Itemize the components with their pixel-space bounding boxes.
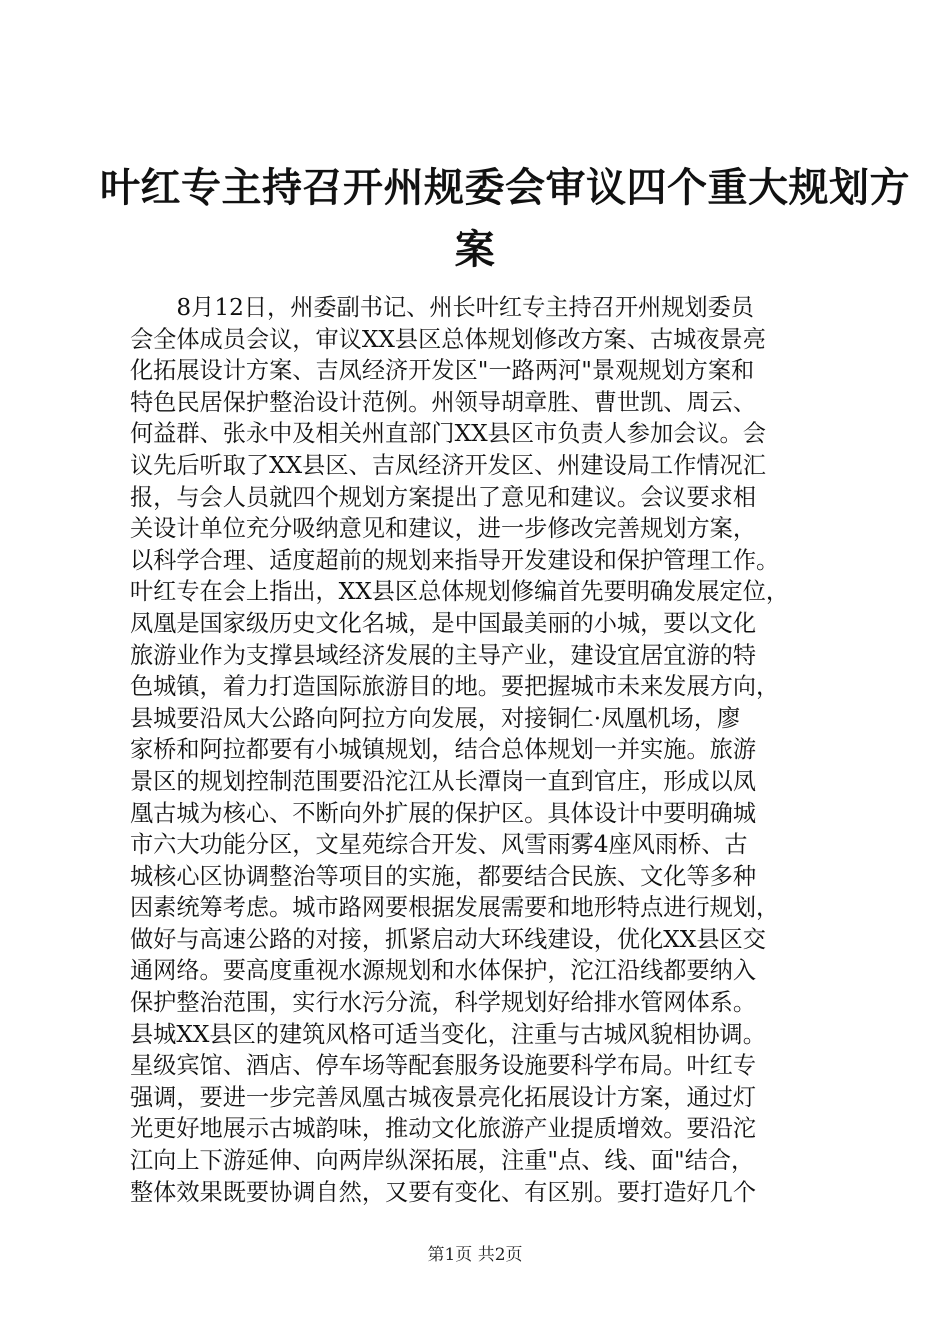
body-line: 市六大功能分区，文星苑综合开发、风雪雨雾4座风雨桥、古	[130, 831, 748, 859]
body-line: 城核心区协调整治等项目的实施，都要结合民族、文化等多种	[130, 862, 757, 890]
body-line: 特色民居保护整治设计范例。州领导胡章胜、曹世凯、周云、	[130, 388, 757, 416]
document-title	[100, 160, 910, 278]
body-line: 以科学合理、适度超前的规划来指导开发建设和保护管理工作。	[130, 546, 780, 574]
body-line: 光更好地展示古城韵味，推动文化旅游产业提质增效。要沿沱	[130, 1115, 757, 1143]
page-footer: 第1页 共2页	[427, 1245, 523, 1265]
body-line: 江向上下游延伸、向两岸纵深拓展，注重"点、线、面"结合，	[130, 1147, 755, 1175]
title-line-2: 案	[454, 226, 496, 273]
body-line: 8月12日，州委副书记、州长叶红专主持召开州规划委员	[130, 294, 754, 321]
body-line: 凤凰是国家级历史文化名城，是中国最美丽的小城，要以文化	[130, 609, 757, 637]
body-line: 因素统筹考虑。城市路网要根据发展需要和地形特点进行规划，	[130, 894, 780, 922]
body-line: 县城XX县区的建筑风格可适当变化，注重与古城风貌相协调。	[130, 1020, 766, 1048]
body-line: 色城镇，着力打造国际旅游目的地。要把握城市未来发展方向，	[130, 673, 780, 701]
body-line: 整体效果既要协调自然，又要有变化、有区别。要打造好几个	[130, 1178, 757, 1206]
body-line: 保护整治范围，实行水污分流，科学规划好给排水管网体系。	[130, 989, 757, 1017]
body-line: 星级宾馆、酒店、停车场等配套服务设施要科学布局。叶红专	[130, 1052, 757, 1080]
body-line: 旅游业作为支撑县域经济发展的主导产业，建设宜居宜游的特	[130, 641, 757, 669]
document-body	[130, 292, 830, 1208]
body-line: 关设计单位充分吸纳意见和建议，进一步修改完善规划方案，	[130, 515, 757, 543]
body-line: 家桥和阿拉都要有小城镇规划，结合总体规划一并实施。旅游	[130, 736, 757, 764]
body-line: 报，与会人员就四个规划方案提出了意见和建议。会议要求相	[130, 483, 757, 511]
body-line: 何益群、张永中及相关州直部门XX县区市负责人参加会议。会	[130, 420, 766, 448]
body-line: 会全体成员会议，审议XX县区总体规划修改方案、古城夜景亮	[130, 325, 766, 353]
body-line: 做好与高速公路的对接，抓紧启动大环线建设，优化XX县区交	[130, 925, 766, 953]
body-line: 叶红专在会上指出，XX县区总体规划修编首先要明确发展定位，	[130, 578, 790, 606]
body-line: 景区的规划控制范围要沿沱江从长潭岗一直到官庄，形成以凤	[130, 767, 757, 795]
title-line-1: 叶红专主持召开州规委会审议四个重大规划方	[100, 164, 910, 211]
body-line: 化拓展设计方案、吉凤经济开发区"一路两河"景观规划方案和	[130, 357, 755, 385]
body-line: 县城要沿凤大公路向阿拉方向发展，对接铜仁·凤凰机场，廖	[130, 704, 741, 732]
body-line: 通网络。要高度重视水源规划和水体保护，沱江沿线都要纳入	[130, 957, 757, 985]
body-line: 强调，要进一步完善凤凰古城夜景亮化拓展设计方案，通过灯	[130, 1083, 757, 1111]
body-line: 凰古城为核心、不断向外扩展的保护区。具体设计中要明确城	[130, 799, 757, 827]
body-line: 议先后听取了XX县区、吉凤经济开发区、州建设局工作情况汇	[130, 451, 766, 479]
